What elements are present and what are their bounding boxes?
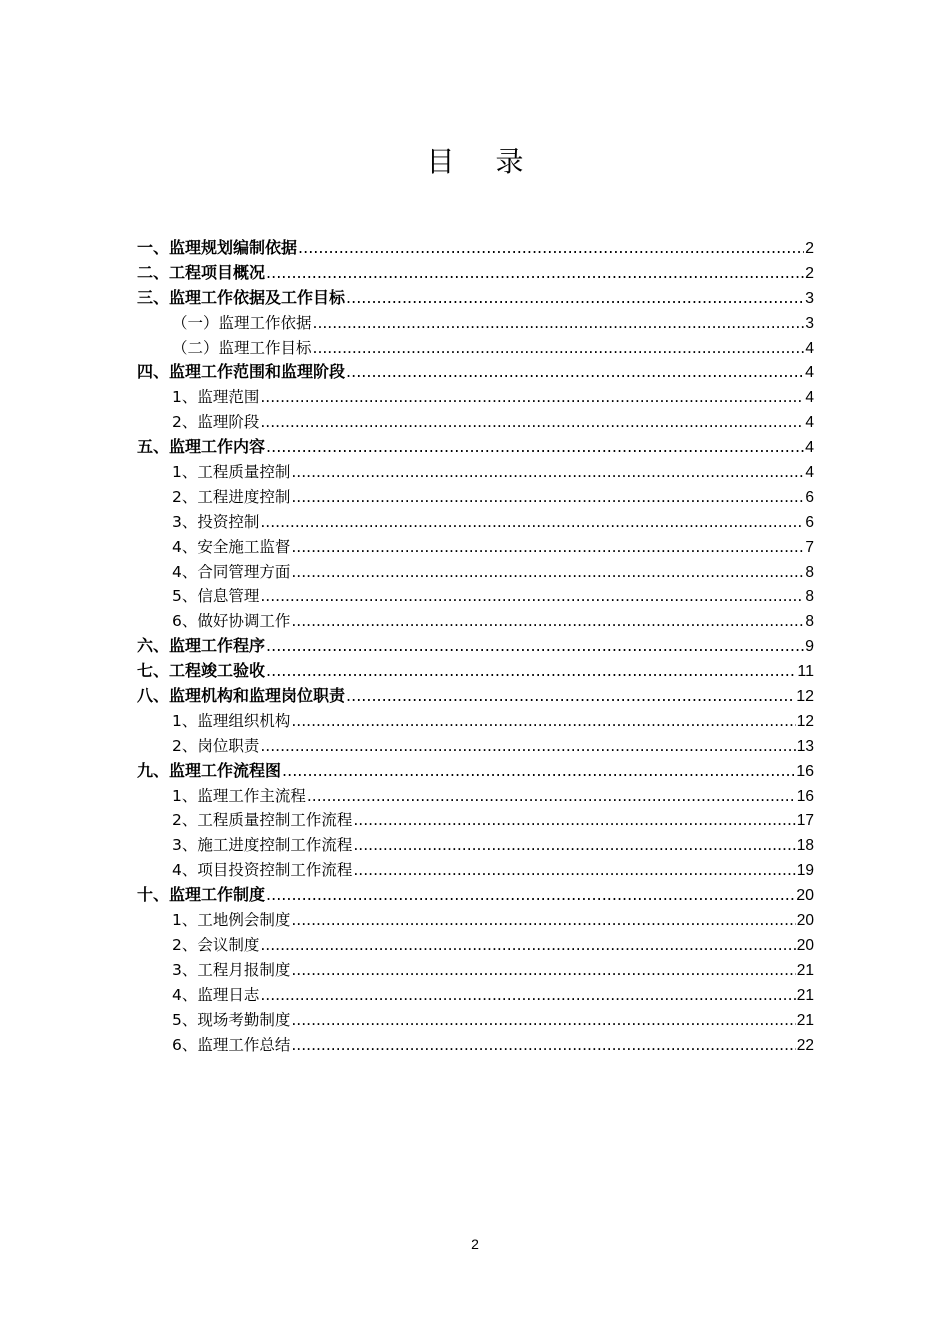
toc-entry-page: 8 bbox=[805, 588, 814, 606]
toc-entry[interactable] bbox=[137, 236, 814, 261]
toc-entry-label: 4、监理日志 bbox=[172, 985, 260, 1004]
toc-entry[interactable] bbox=[137, 360, 814, 385]
toc-entry[interactable] bbox=[137, 983, 814, 1008]
toc-entry-label: 4、合同管理方面 bbox=[172, 562, 291, 581]
toc-entry-page: 16 bbox=[796, 762, 814, 780]
toc-entry-page: 18 bbox=[796, 837, 814, 855]
toc-dot-leader bbox=[353, 808, 795, 833]
toc-entry[interactable] bbox=[137, 908, 814, 933]
toc-entry[interactable] bbox=[137, 385, 814, 410]
toc-entry[interactable] bbox=[137, 958, 814, 983]
toc-entry[interactable] bbox=[137, 833, 814, 858]
toc-entry-page: 21 bbox=[796, 1011, 814, 1029]
toc-dot-leader bbox=[346, 684, 795, 709]
toc-entry-page: 8 bbox=[805, 613, 814, 631]
toc-entry-page: 13 bbox=[796, 737, 814, 755]
toc-entry-page: 21 bbox=[796, 961, 814, 979]
toc-entry-page: 6 bbox=[805, 488, 814, 506]
toc-entry-page: 2 bbox=[805, 264, 814, 282]
toc-entry-label: 十、监理工作制度 bbox=[137, 885, 266, 905]
toc-entry-label: 2、会议制度 bbox=[172, 935, 260, 954]
toc-entry[interactable] bbox=[137, 759, 814, 784]
toc-entry-label: （二）监理工作目标 bbox=[172, 338, 312, 357]
toc-entry[interactable] bbox=[137, 609, 814, 634]
toc-dot-leader bbox=[307, 784, 796, 809]
toc-dot-leader bbox=[266, 634, 804, 659]
toc-entry-label: 二、工程项目概况 bbox=[137, 262, 266, 282]
toc-entry-page: 3 bbox=[805, 314, 814, 332]
toc-entry-page: 12 bbox=[796, 688, 814, 706]
toc-dot-leader bbox=[291, 485, 804, 510]
toc-entry-label: （一）监理工作依据 bbox=[172, 313, 312, 332]
toc-dot-leader bbox=[353, 833, 795, 858]
toc-entry[interactable] bbox=[137, 784, 814, 809]
toc-entry[interactable] bbox=[137, 460, 814, 485]
toc-dot-leader bbox=[266, 435, 804, 460]
toc-dot-leader bbox=[266, 883, 795, 908]
toc-dot-leader bbox=[291, 908, 795, 933]
toc-dot-leader bbox=[291, 1008, 795, 1033]
toc-entry[interactable] bbox=[137, 485, 814, 510]
toc-entry-label: 四、监理工作范围和监理阶段 bbox=[137, 362, 346, 382]
toc-dot-leader bbox=[260, 385, 804, 410]
toc-dot-leader bbox=[260, 510, 804, 535]
toc-dot-leader bbox=[291, 958, 795, 983]
toc-dot-leader bbox=[282, 759, 795, 784]
toc-entry-page: 4 bbox=[805, 439, 814, 457]
toc-entry[interactable] bbox=[137, 933, 814, 958]
toc-entry[interactable] bbox=[137, 709, 814, 734]
toc-entry-label: 3、工程月报制度 bbox=[172, 960, 291, 979]
toc-entry[interactable] bbox=[137, 1033, 814, 1058]
toc-entry-label: 2、监理阶段 bbox=[172, 413, 260, 432]
toc-entry-label: 1、监理工作主流程 bbox=[172, 786, 306, 805]
toc-entry[interactable] bbox=[137, 808, 814, 833]
toc-entry-label: 一、监理规划编制依据 bbox=[137, 238, 298, 257]
toc-dot-leader bbox=[313, 336, 805, 361]
toc-dot-leader bbox=[298, 236, 804, 261]
toc-entry-label: 6、做好协调工作 bbox=[172, 612, 291, 631]
toc-entry[interactable] bbox=[137, 336, 814, 361]
toc-entry[interactable] bbox=[137, 659, 814, 684]
toc-dot-leader bbox=[346, 360, 804, 385]
toc-dot-leader bbox=[291, 609, 804, 634]
toc-entry-label: 1、监理范围 bbox=[172, 388, 260, 407]
toc-entry-page: 6 bbox=[805, 513, 814, 531]
toc-entry[interactable] bbox=[137, 1008, 814, 1033]
toc-dot-leader bbox=[260, 410, 804, 435]
toc-entry-page: 22 bbox=[796, 1036, 814, 1054]
toc-entry-label: 七、工程竣工验收 bbox=[137, 661, 266, 681]
toc-entry-label: 2、岗位职责 bbox=[172, 736, 260, 755]
toc-entry-page: 4 bbox=[805, 464, 814, 482]
toc-entry-page: 9 bbox=[805, 638, 814, 656]
toc-entry-label: 3、施工进度控制工作流程 bbox=[172, 836, 353, 855]
toc-dot-leader bbox=[260, 584, 804, 609]
toc-entry[interactable] bbox=[137, 510, 814, 535]
toc-entry[interactable] bbox=[137, 634, 814, 659]
toc-entry-label: 4、项目投资控制工作流程 bbox=[172, 861, 353, 880]
toc-entry[interactable] bbox=[137, 410, 814, 435]
toc-entry-page: 20 bbox=[796, 887, 814, 905]
toc-entry[interactable] bbox=[137, 684, 814, 709]
toc-dot-leader bbox=[353, 858, 795, 883]
toc-entry-label: 2、工程质量控制工作流程 bbox=[172, 811, 353, 830]
toc-dot-leader bbox=[260, 734, 795, 759]
toc-entry-page: 12 bbox=[796, 712, 814, 730]
toc-entry[interactable] bbox=[137, 286, 814, 311]
toc-entry-label: 九、监理工作流程图 bbox=[137, 760, 282, 780]
toc-entry-label: 4、安全施工监督 bbox=[172, 537, 291, 556]
toc-entry-page: 4 bbox=[805, 339, 814, 357]
page-title: 目 录 bbox=[426, 145, 540, 178]
toc-entry-page: 3 bbox=[805, 289, 814, 307]
toc-entry-page: 7 bbox=[805, 538, 814, 556]
toc-entry[interactable] bbox=[137, 435, 814, 460]
toc-entry[interactable] bbox=[137, 311, 814, 336]
toc-entry-page: 4 bbox=[805, 389, 814, 407]
toc-dot-leader bbox=[291, 460, 804, 485]
toc-dot-leader bbox=[260, 983, 795, 1008]
toc-entry[interactable] bbox=[137, 858, 814, 883]
toc-dot-leader bbox=[291, 1033, 795, 1058]
table-of-contents bbox=[137, 236, 814, 1057]
toc-entry-label: 五、监理工作内容 bbox=[137, 437, 266, 457]
toc-entry-page: 21 bbox=[796, 986, 814, 1004]
toc-entry[interactable] bbox=[137, 584, 814, 609]
toc-entry[interactable] bbox=[137, 883, 814, 908]
toc-entry-page: 2 bbox=[805, 240, 814, 257]
toc-dot-leader bbox=[346, 286, 804, 311]
toc-entry-label: 5、现场考勤制度 bbox=[172, 1010, 291, 1029]
toc-entry-label: 3、投资控制 bbox=[172, 512, 260, 531]
toc-entry[interactable] bbox=[137, 734, 814, 759]
toc-dot-leader bbox=[266, 659, 796, 684]
toc-entry-label: 1、工地例会制度 bbox=[172, 911, 291, 930]
toc-dot-leader bbox=[313, 311, 805, 336]
toc-dot-leader bbox=[291, 709, 795, 734]
toc-entry-label: 三、监理工作依据及工作目标 bbox=[137, 287, 346, 307]
toc-entry-page: 20 bbox=[796, 936, 814, 954]
toc-dot-leader bbox=[266, 261, 804, 286]
toc-entry-label: 5、信息管理 bbox=[172, 587, 260, 606]
toc-entry[interactable] bbox=[137, 261, 814, 286]
toc-entry-label: 八、监理机构和监理岗位职责 bbox=[137, 686, 346, 706]
toc-entry-page: 8 bbox=[805, 563, 814, 581]
toc-entry-page: 4 bbox=[805, 414, 814, 432]
toc-entry-page: 19 bbox=[796, 862, 814, 880]
toc-entry-label: 六、监理工作程序 bbox=[137, 636, 266, 656]
toc-entry[interactable] bbox=[137, 560, 814, 585]
toc-dot-leader bbox=[291, 560, 804, 585]
toc-entry-page: 17 bbox=[796, 812, 814, 830]
toc-entry-label: 1、监理组织机构 bbox=[172, 711, 291, 730]
toc-entry-label: 1、工程质量控制 bbox=[172, 463, 291, 482]
toc-entry-page: 16 bbox=[796, 787, 814, 805]
toc-entry-page: 4 bbox=[805, 364, 814, 382]
toc-entry-page: 20 bbox=[796, 912, 814, 930]
toc-dot-leader bbox=[260, 933, 795, 958]
toc-entry-label: 6、监理工作总结 bbox=[172, 1035, 291, 1054]
toc-entry-page: 11 bbox=[797, 663, 814, 681]
toc-dot-leader bbox=[291, 535, 804, 560]
toc-entry-label: 2、工程进度控制 bbox=[172, 487, 291, 506]
toc-entry[interactable] bbox=[137, 535, 814, 560]
page-number: 2 bbox=[471, 1236, 479, 1252]
